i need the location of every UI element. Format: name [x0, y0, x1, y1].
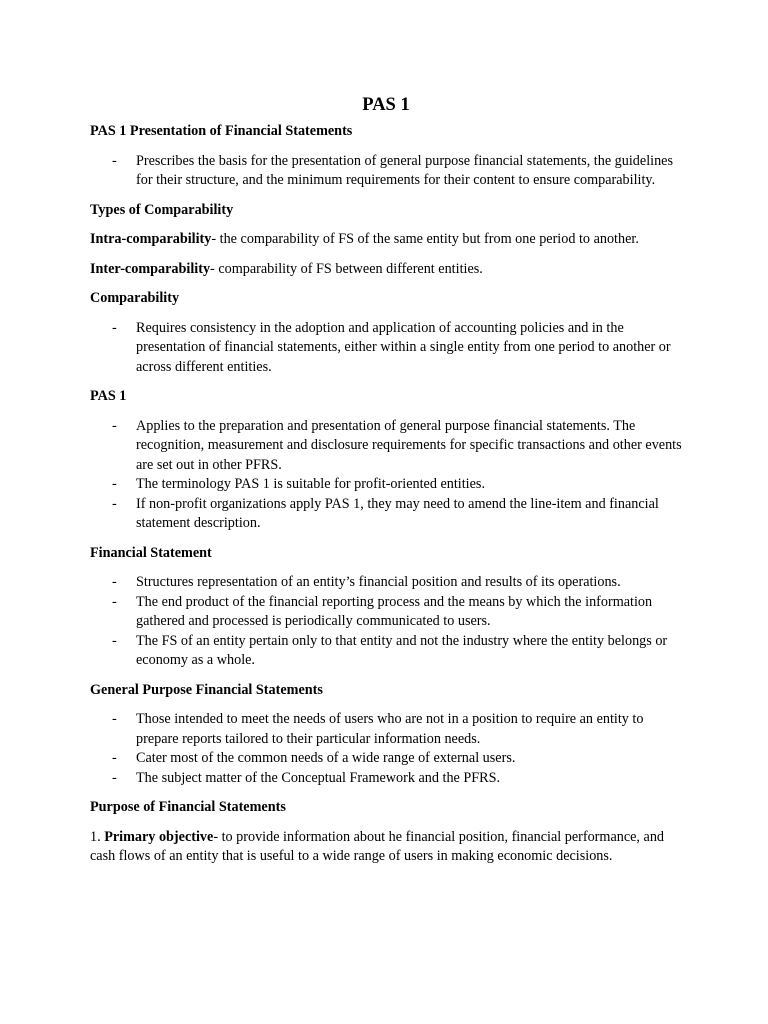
dash-marker: - [112, 769, 117, 786]
list-item-text: Prescribes the basis for the presentation of general purpose financial statements, the guidelines for their structure, and the minimum requirements for their content to ensure comparability. [136, 152, 673, 188]
list-item-text: The end product of the financial reporting process and the means by which the information gathered and processed is periodically communicated to users. [136, 593, 653, 629]
item-number: 1. [90, 828, 105, 845]
inter-comparability-term: Inter-comparability [90, 260, 211, 277]
bullet-list-pas1 [90, 417, 682, 534]
list-item [90, 769, 682, 789]
inter-comparability-text: - comparability of FS between different entities. [210, 260, 483, 277]
list-item [90, 710, 682, 749]
intra-comparability-term: Intra-comparability [90, 231, 212, 247]
document-title: PAS 1 [362, 95, 410, 115]
dash-marker: - [112, 711, 117, 727]
dash-marker: - [112, 632, 117, 649]
list-item-text: Applies to the preparation and presentation of general purpose financial statements. The recognition, measurement and disclosure requirements for specific transactions and other events are set out in other PFRS. [136, 417, 682, 473]
list-item-text: The terminology PAS 1 is suitable for profit-oriented entities. [136, 476, 485, 492]
section-heading-types: Types of Comparability [90, 201, 234, 218]
primary-objective-term: Primary objective [104, 828, 214, 845]
intra-comparability-paragraph [90, 230, 682, 250]
dash-marker: - [112, 476, 117, 492]
list-item [90, 319, 682, 378]
document-body [90, 92, 682, 877]
list-item-text: Those intended to meet the needs of users who are not in a position to require an entity to prepare reports tailored to their particular information needs. [136, 711, 644, 747]
bullet-list-intro [90, 152, 682, 191]
section-heading-gpfs: General Purpose Financial Statements [90, 681, 323, 698]
dash-marker: - [112, 574, 117, 590]
bullet-list-financial-statement [90, 573, 682, 671]
list-item [90, 573, 682, 593]
section-heading-comparability: Comparability [90, 290, 180, 306]
section-heading-purpose: Purpose of Financial Statements [90, 799, 286, 815]
list-item [90, 475, 682, 495]
dash-marker: - [112, 495, 117, 512]
intra-comparability-text: - the comparability of FS of the same entity but from one period to another. [211, 231, 639, 247]
bullet-list-gpfs [90, 710, 682, 788]
list-item-text: Requires consistency in the adoption and application of accounting policies and in the presentation of financial statements, either within a single entity from one period to another or across different entities. [136, 319, 671, 375]
dash-marker: - [112, 750, 117, 766]
section-heading-pas1: PAS 1 [90, 388, 127, 404]
list-item-text: The subject matter of the Conceptual Framework and the PFRS. [136, 769, 501, 786]
dash-marker: - [112, 319, 117, 336]
dash-marker: - [112, 417, 117, 434]
inter-comparability-paragraph [90, 260, 682, 280]
dash-marker: - [112, 152, 117, 169]
list-item-text: The FS of an entity pertain only to that entity and not the industry where the entity belongs or economy as a whole. [136, 632, 668, 668]
list-item-text: Cater most of the common needs of a wide range of external users. [136, 750, 516, 766]
list-item [90, 749, 682, 769]
list-item [90, 152, 682, 191]
list-item [90, 417, 682, 476]
primary-objective-paragraph [90, 828, 682, 867]
section-heading-financial-statement: Financial Statement [90, 544, 212, 561]
list-item [90, 593, 682, 632]
list-item-text: Structures representation of an entity’s financial position and results of its operations. [136, 574, 621, 590]
bullet-list-comparability [90, 319, 682, 378]
list-item [90, 495, 682, 534]
list-item-text: If non-profit organizations apply PAS 1, they may need to amend the line-item and financial statement description. [136, 495, 659, 531]
list-item [90, 632, 682, 671]
primary-objective-text: - to provide information about he financial position, financial performance, and cash flows of an entity that is useful to a wide range of users in making economic decisions. [90, 828, 665, 864]
dash-marker: - [112, 593, 117, 610]
section-heading-intro: PAS 1 Presentation of Financial Statements [90, 123, 353, 139]
